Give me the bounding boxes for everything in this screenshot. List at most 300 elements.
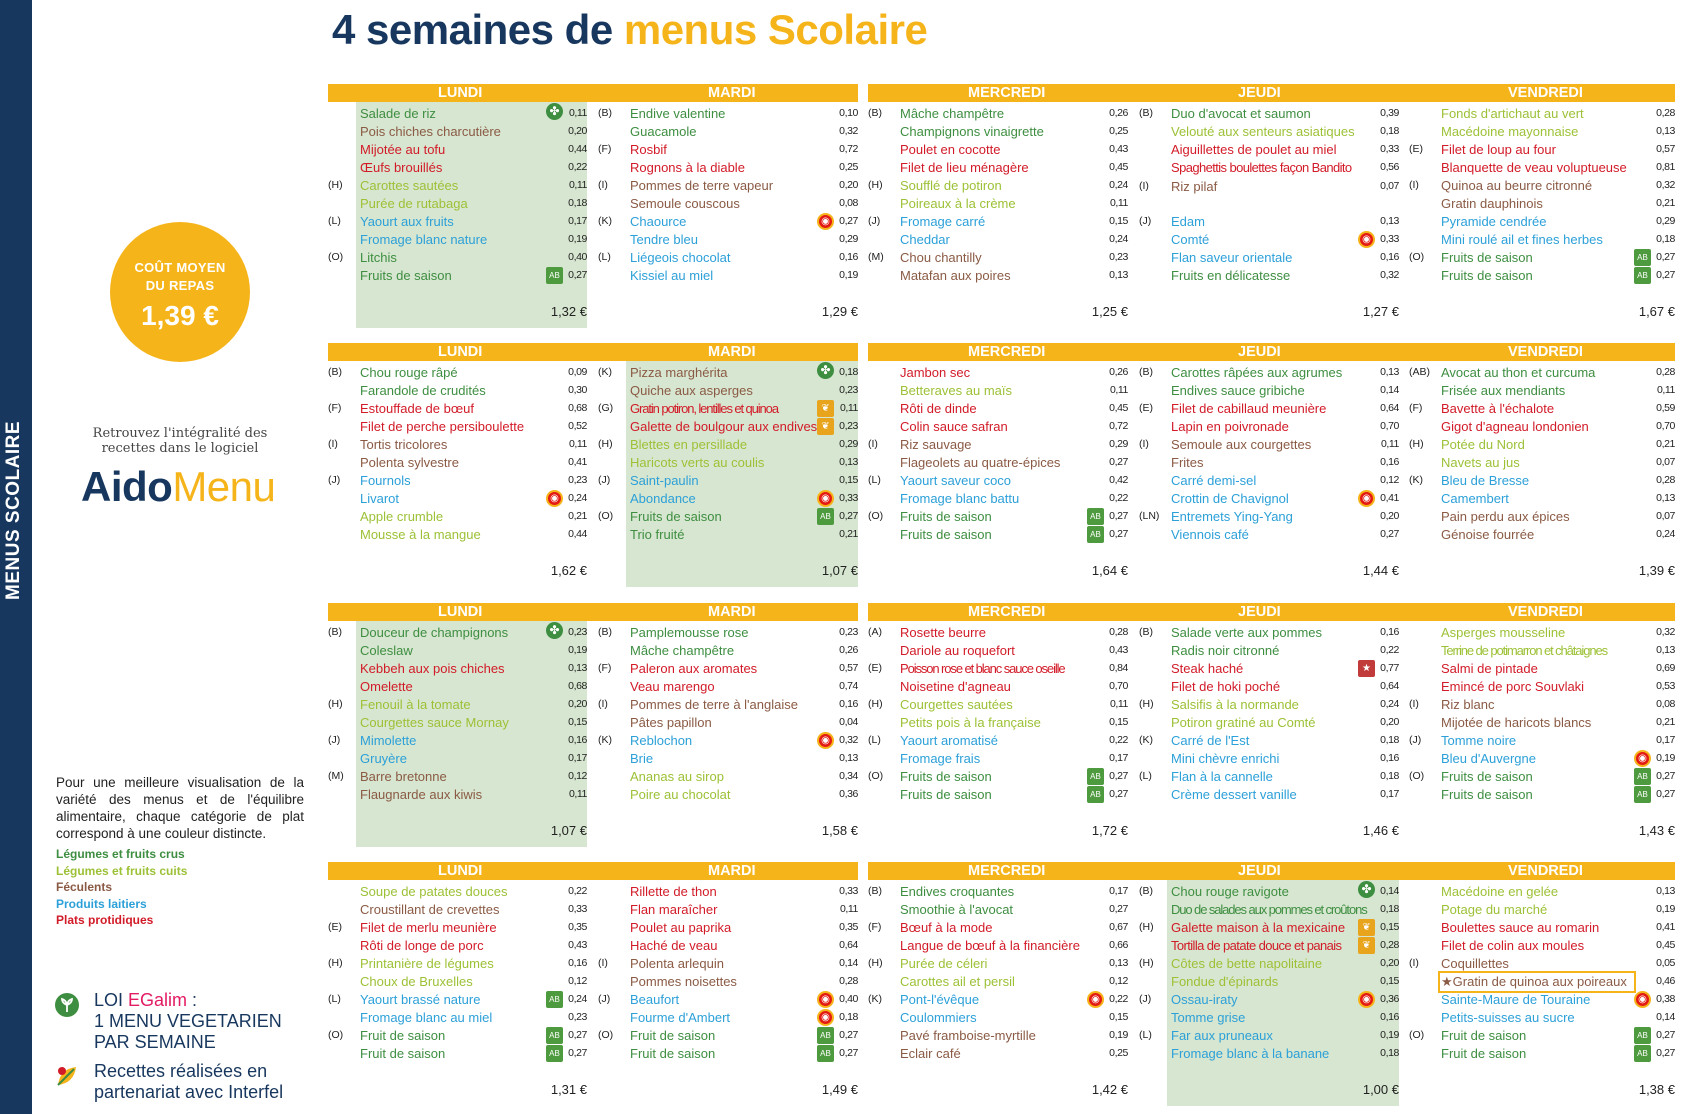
item-code: (F) xyxy=(598,143,612,155)
item-name: Fruit de saison xyxy=(1441,1028,1527,1043)
item-price: 0,18 xyxy=(568,197,587,209)
organic-ab-icon: AB xyxy=(1634,786,1651,803)
side-label: MENUS SCOLAIRE xyxy=(3,420,24,600)
item-name: Poireaux à la crème xyxy=(900,196,1016,211)
item-name: Aiguillettes de poulet au miel xyxy=(1171,142,1337,157)
item-name: ★Gratin de quinoa aux poireaux xyxy=(1441,974,1633,990)
item-code: (B) xyxy=(328,366,342,378)
menu-item xyxy=(598,936,858,955)
menu-item xyxy=(328,471,587,490)
aop-label-icon: ◉ xyxy=(1087,991,1104,1008)
item-code: (O) xyxy=(868,770,884,782)
item-price: 0,22 xyxy=(568,161,587,173)
day-column-mercredi xyxy=(868,880,1128,1106)
aop-label-icon: ◉ xyxy=(1358,231,1375,248)
item-price: 0,27 xyxy=(1109,510,1128,522)
item-name: Potage du marché xyxy=(1441,902,1548,917)
item-code: (H) xyxy=(1409,438,1424,450)
item-code: (O) xyxy=(328,1029,344,1041)
item-name: Guacamole xyxy=(630,124,697,139)
item-price: 0,11 xyxy=(839,903,858,915)
item-name: Liégeois chocolat xyxy=(630,250,731,265)
item-name: Kissiel au miel xyxy=(630,268,714,283)
item-code: (B) xyxy=(328,626,342,638)
day-total: 1,46 € xyxy=(1362,823,1399,838)
item-price: 0,22 xyxy=(1109,734,1128,746)
menu-item xyxy=(868,900,1128,919)
menu-item xyxy=(1409,471,1675,490)
item-name: Beaufort xyxy=(630,992,680,1007)
item-price: 0,27 xyxy=(1109,770,1128,782)
item-name: Chou rouge ravigote xyxy=(1171,884,1289,899)
item-name: Bleu d'Auvergne xyxy=(1441,751,1536,766)
item-price: 0,33 xyxy=(839,885,858,897)
item-code: (I) xyxy=(1409,179,1419,191)
menu-item xyxy=(1139,695,1399,714)
menu-item xyxy=(328,1008,587,1027)
menu-item xyxy=(598,453,858,472)
item-name: Coulommiers xyxy=(900,1010,977,1025)
item-code: (A) xyxy=(868,626,882,638)
day-header-bar xyxy=(328,84,858,102)
week-4-group-2 xyxy=(868,862,1675,1114)
day-column-lundi xyxy=(328,102,587,328)
item-price: 0,22 xyxy=(1109,492,1128,504)
day-column-vendredi xyxy=(1409,361,1675,587)
day-name: LUNDI xyxy=(438,344,483,360)
item-name: Fruits de saison xyxy=(630,509,722,524)
item-price: 0,70 xyxy=(1109,680,1128,692)
day-total: 1,38 € xyxy=(1638,1082,1675,1097)
item-name: Noisetine d'agneau xyxy=(900,679,1011,694)
item-name: Fournols xyxy=(360,473,411,488)
week-1-group-2 xyxy=(868,84,1675,346)
item-code: (E) xyxy=(868,662,882,674)
item-name: Ossau-iraty xyxy=(1171,992,1238,1007)
item-price: 0,33 xyxy=(568,903,587,915)
item-name: Chou rouge râpé xyxy=(360,365,458,380)
menu-item xyxy=(1139,140,1399,159)
item-price: 0,11 xyxy=(839,402,858,414)
day-column-mardi xyxy=(598,621,858,847)
menu-item xyxy=(868,435,1128,454)
menu-item xyxy=(1139,266,1399,285)
item-price: 0,28 xyxy=(1656,107,1675,119)
item-code: (B) xyxy=(1139,107,1153,119)
item-price: 0,35 xyxy=(568,921,587,933)
aop-label-icon: ◉ xyxy=(1634,991,1651,1008)
item-name: Carottes sautées xyxy=(360,178,459,193)
menu-item xyxy=(598,140,858,159)
item-name: Mâche champêtre xyxy=(630,643,735,658)
item-name: Navets au jus xyxy=(1441,455,1520,470)
menu-item xyxy=(328,363,587,382)
item-name: Brie xyxy=(630,751,654,766)
item-price: 0,22 xyxy=(1109,993,1128,1005)
item-name: Yaourt brassé nature xyxy=(360,992,481,1007)
menu-item xyxy=(328,453,587,472)
item-code: (I) xyxy=(598,957,608,969)
organic-ab-icon: AB xyxy=(1634,1027,1651,1044)
item-code: (O) xyxy=(328,251,344,263)
item-price: 0,21 xyxy=(1656,438,1675,450)
aop-label-icon: ◉ xyxy=(817,732,834,749)
item-name: Fruits de saison xyxy=(900,769,992,784)
day-name: MARDI xyxy=(708,85,756,101)
item-code: (B) xyxy=(1139,626,1153,638)
item-name: Trio fruité xyxy=(630,527,685,542)
week-4-group-1 xyxy=(328,862,858,1114)
item-price: 0,27 xyxy=(839,1047,858,1059)
item-name: Rôti de longe de porc xyxy=(360,938,484,953)
menu-item xyxy=(328,1026,587,1045)
item-price: 0,19 xyxy=(568,233,587,245)
day-column-lundi xyxy=(328,621,587,847)
item-price: 0,27 xyxy=(1656,269,1675,281)
menu-item xyxy=(868,918,1128,937)
item-name: Coleslaw xyxy=(360,643,413,658)
item-name: Veau marengo xyxy=(630,679,715,694)
day-total: 1,00 € xyxy=(1362,1082,1399,1097)
day-column-mardi xyxy=(598,880,858,1106)
day-name: JEUDI xyxy=(1238,604,1281,620)
item-price: 0,32 xyxy=(839,125,858,137)
menu-item xyxy=(1409,641,1675,660)
menu-item xyxy=(328,918,587,937)
item-price: 0,12 xyxy=(1380,474,1399,486)
item-code: (O) xyxy=(598,510,614,522)
item-price: 0,45 xyxy=(1109,402,1128,414)
cost-line1: COÛT MOYEN xyxy=(134,260,226,275)
item-name: Soufflé de potiron xyxy=(900,178,1002,193)
menu-item xyxy=(1139,623,1399,642)
item-name: Rognons à la diable xyxy=(630,160,745,175)
menu-item xyxy=(328,659,587,678)
item-name: Colin sauce safran xyxy=(900,419,1008,434)
item-price: 0,28 xyxy=(1109,626,1128,638)
item-name: Asperges mousseline xyxy=(1441,625,1566,640)
menu-item xyxy=(328,158,587,177)
item-name: Poire au chocolat xyxy=(630,787,731,802)
day-column-lundi xyxy=(328,361,587,587)
menu-item xyxy=(1139,248,1399,267)
menu-item xyxy=(328,176,587,195)
item-code: (M) xyxy=(868,251,884,263)
item-code: (L) xyxy=(868,474,881,486)
loi-line2: 1 MENU VEGETARIEN xyxy=(94,1011,282,1031)
day-name: MERCREDI xyxy=(968,85,1046,101)
item-name: Poulet en cocotte xyxy=(900,142,1001,157)
organic-ab-icon: AB xyxy=(1634,267,1651,284)
item-price: 0,14 xyxy=(1656,1011,1675,1023)
menu-item xyxy=(328,882,587,901)
menu-item xyxy=(598,435,858,454)
menu-item xyxy=(868,1044,1128,1063)
menu-item xyxy=(868,641,1128,660)
menu-item xyxy=(1139,507,1399,526)
menu-item xyxy=(598,954,858,973)
item-price: 0,81 xyxy=(1656,161,1675,173)
menu-item xyxy=(868,677,1128,696)
item-name: Fourme d'Ambert xyxy=(630,1010,731,1025)
day-column-mercredi xyxy=(868,361,1128,587)
interfel-icon: ❦ xyxy=(1358,937,1375,954)
item-price: 0,27 xyxy=(568,1047,587,1059)
item-name: Betteraves au maïs xyxy=(900,383,1012,398)
organic-ab-icon: AB xyxy=(817,508,834,525)
vegetarian-leaf-icon: ✤ xyxy=(546,622,563,639)
item-name: Petits pois à la française xyxy=(900,715,1041,730)
item-price: 0,16 xyxy=(568,957,587,969)
organic-ab-icon: AB xyxy=(546,1045,563,1062)
item-price: 0,27 xyxy=(1656,770,1675,782)
menu-item xyxy=(328,677,587,696)
menu-item xyxy=(1409,918,1675,937)
item-price: 0,25 xyxy=(839,161,858,173)
menu-item xyxy=(868,399,1128,418)
item-price: 0,16 xyxy=(1380,251,1399,263)
item-code: (H) xyxy=(328,179,343,191)
item-price: 0,18 xyxy=(1380,1047,1399,1059)
menu-item xyxy=(598,918,858,937)
item-name: Pommes de terre à l'anglaise xyxy=(630,697,798,712)
day-total: 1,29 € xyxy=(821,304,858,319)
item-name: Apple crumble xyxy=(360,509,444,524)
item-price: 0,13 xyxy=(568,662,587,674)
menu-item xyxy=(328,507,587,526)
item-name: Purée de rutabaga xyxy=(360,196,468,211)
week-2-group-1 xyxy=(328,343,858,605)
item-name: Radis noir citronné xyxy=(1171,643,1280,658)
item-name: Carottes râpées aux agrumes xyxy=(1171,365,1343,380)
day-name: MARDI xyxy=(708,344,756,360)
item-price: 0,22 xyxy=(1380,644,1399,656)
interfel-text xyxy=(94,1061,283,1103)
item-name: Pyramide cendrée xyxy=(1441,214,1547,229)
item-name: Galette de boulgour aux endives xyxy=(630,419,818,434)
item-name: Carré de l'Est xyxy=(1171,733,1250,748)
item-code: (E) xyxy=(1409,143,1423,155)
week-2-group-2 xyxy=(868,343,1675,605)
item-price: 0,34 xyxy=(839,770,858,782)
item-name: Endives croquantes xyxy=(900,884,1015,899)
organic-ab-icon: AB xyxy=(817,1045,834,1062)
item-price: 0,36 xyxy=(1380,993,1399,1005)
item-price: 0,74 xyxy=(839,680,858,692)
item-price: 0,17 xyxy=(1109,752,1128,764)
menu-item xyxy=(868,248,1128,267)
menu-item xyxy=(598,731,858,750)
item-name: Quiche aux asperges xyxy=(630,383,753,398)
menu-item xyxy=(598,623,858,642)
item-code: (LN) xyxy=(1139,510,1160,522)
menu-item xyxy=(598,882,858,901)
menu-item xyxy=(328,954,587,973)
item-code: (H) xyxy=(1139,698,1154,710)
item-price: 0,27 xyxy=(1109,456,1128,468)
item-name: Fruits en délicatesse xyxy=(1171,268,1291,283)
menu-item xyxy=(1139,767,1399,786)
logo-part-a: Aido xyxy=(81,463,173,510)
item-price: 0,19 xyxy=(1656,752,1675,764)
item-name: Bleu de Bresse xyxy=(1441,473,1530,488)
day-name: LUNDI xyxy=(438,604,483,620)
item-code: (J) xyxy=(328,474,341,486)
menu-item xyxy=(1139,1044,1399,1063)
item-price: 0,57 xyxy=(1656,143,1675,155)
item-price: 0,23 xyxy=(568,626,587,638)
menu-item xyxy=(868,158,1128,177)
title-part2: menus Scolaire xyxy=(623,6,928,53)
item-price: 0,24 xyxy=(568,993,587,1005)
item-price: 0,28 xyxy=(839,975,858,987)
item-name: Steak haché xyxy=(1171,661,1244,676)
menu-item xyxy=(1409,900,1675,919)
menu-item xyxy=(1409,248,1675,267)
day-column-jeudi xyxy=(1139,880,1399,1106)
item-name: Yaourt aromatisé xyxy=(900,733,999,748)
item-price: 0,15 xyxy=(839,474,858,486)
item-price: 0,13 xyxy=(839,456,858,468)
organic-ab-icon: AB xyxy=(817,1027,834,1044)
item-code: (H) xyxy=(1139,957,1154,969)
item-name: Comté xyxy=(1171,232,1210,247)
menu-item xyxy=(868,230,1128,249)
item-name: Jambon sec xyxy=(900,365,971,380)
menu-item xyxy=(868,122,1128,141)
item-name: Endives sauce gribiche xyxy=(1171,383,1305,398)
menu-item xyxy=(1139,489,1399,508)
day-total: 1,07 € xyxy=(821,563,858,578)
item-code: (L) xyxy=(1139,770,1152,782)
item-code: (O) xyxy=(1409,251,1425,263)
day-total: 1,27 € xyxy=(1362,304,1399,319)
day-total: 1,25 € xyxy=(1091,304,1128,319)
menu-item xyxy=(868,695,1128,714)
item-name: Eclair café xyxy=(900,1046,961,1061)
day-total: 1,39 € xyxy=(1638,563,1675,578)
item-price: 0,84 xyxy=(1109,662,1128,674)
menu-item xyxy=(1409,713,1675,732)
item-name: Crème dessert vanille xyxy=(1171,787,1297,802)
day-total: 1,58 € xyxy=(821,823,858,838)
menu-item xyxy=(1139,972,1399,991)
menu-item xyxy=(1409,507,1675,526)
item-price: 0,18 xyxy=(1656,233,1675,245)
item-code: (M) xyxy=(328,770,344,782)
menu-item xyxy=(1139,990,1399,1009)
item-code: (I) xyxy=(1409,957,1419,969)
day-column-vendredi xyxy=(1409,621,1675,847)
item-code: (F) xyxy=(1409,402,1423,414)
item-code: (B) xyxy=(598,626,612,638)
item-name: Farandole de crudités xyxy=(360,383,486,398)
item-code: (G) xyxy=(598,402,614,414)
item-price: 0,29 xyxy=(1656,215,1675,227)
day-name: JEUDI xyxy=(1238,863,1281,879)
item-price: 0,17 xyxy=(1380,788,1399,800)
menu-item xyxy=(868,954,1128,973)
item-name: Fruit de saison xyxy=(630,1028,716,1043)
menu-item xyxy=(328,713,587,732)
week-3-group-1 xyxy=(328,603,858,865)
item-name: Poulet au paprika xyxy=(630,920,732,935)
item-name: Salade de riz xyxy=(360,106,436,121)
menu-item xyxy=(868,525,1128,544)
item-name: Mini roulé ail et fines herbes xyxy=(1441,232,1603,247)
item-name: Frisée aux mendiants xyxy=(1441,383,1566,398)
item-name: Frites xyxy=(1171,455,1204,470)
menu-item xyxy=(868,194,1128,213)
aidomenu-logo xyxy=(81,463,275,511)
item-name: Tomme grise xyxy=(1171,1010,1246,1025)
menu-item xyxy=(1139,381,1399,400)
item-name: Mini chèvre enrichi xyxy=(1171,751,1280,766)
item-price: 0,57 xyxy=(839,662,858,674)
item-code: (I) xyxy=(1139,180,1149,192)
menu-item xyxy=(1409,140,1675,159)
menu-item xyxy=(1139,731,1399,750)
aop-label-icon: ◉ xyxy=(817,213,834,230)
item-name: Filet de cabillaud meunière xyxy=(1171,401,1327,416)
day-total: 1,44 € xyxy=(1362,563,1399,578)
item-price: 0,23 xyxy=(839,626,858,638)
menu-item xyxy=(598,677,858,696)
item-price: 0,27 xyxy=(839,1029,858,1041)
item-price: 0,13 xyxy=(839,752,858,764)
item-code: (B) xyxy=(868,885,882,897)
item-price: 0,13 xyxy=(1380,366,1399,378)
menu-item xyxy=(868,731,1128,750)
item-name: Filet de colin aux moules xyxy=(1441,938,1585,953)
item-price: 0,20 xyxy=(568,698,587,710)
item-price: 0,45 xyxy=(1109,161,1128,173)
item-name: Dariole au roquefort xyxy=(900,643,1015,658)
legend-item: Plats protidiques xyxy=(56,913,154,927)
menu-item xyxy=(1409,695,1675,714)
menu-item xyxy=(598,785,858,804)
item-name: Polenta arlequin xyxy=(630,956,724,971)
item-price: 0,13 xyxy=(1656,492,1675,504)
item-name: Bœuf à la mode xyxy=(900,920,993,935)
menu-item xyxy=(1409,1026,1675,1045)
item-code: (H) xyxy=(328,698,343,710)
item-code: (I) xyxy=(1139,438,1149,450)
menu-item xyxy=(868,623,1128,642)
menu-item xyxy=(598,695,858,714)
item-price: 0,05 xyxy=(1656,957,1675,969)
menu-item xyxy=(328,972,587,991)
item-name: Barre bretonne xyxy=(360,769,447,784)
item-price: 0,26 xyxy=(1109,107,1128,119)
day-name: JEUDI xyxy=(1238,85,1281,101)
day-column-jeudi xyxy=(1139,621,1399,847)
item-name: Riz sauvage xyxy=(900,437,972,452)
item-price: 0,15 xyxy=(1109,1011,1128,1023)
item-price: 0,24 xyxy=(1109,233,1128,245)
item-name: Riz blanc xyxy=(1441,697,1495,712)
item-price: 0,20 xyxy=(1380,716,1399,728)
item-price: 0,27 xyxy=(1380,528,1399,540)
aop-label-icon: ◉ xyxy=(1358,490,1375,507)
item-name: Cheddar xyxy=(900,232,950,247)
item-code: (L) xyxy=(328,993,341,1005)
menu-item xyxy=(598,1044,858,1063)
legend-item: Légumes et fruits cuits xyxy=(56,863,188,878)
aop-label-icon: ◉ xyxy=(817,991,834,1008)
item-price: 0,22 xyxy=(568,885,587,897)
menu-item xyxy=(1139,158,1399,177)
